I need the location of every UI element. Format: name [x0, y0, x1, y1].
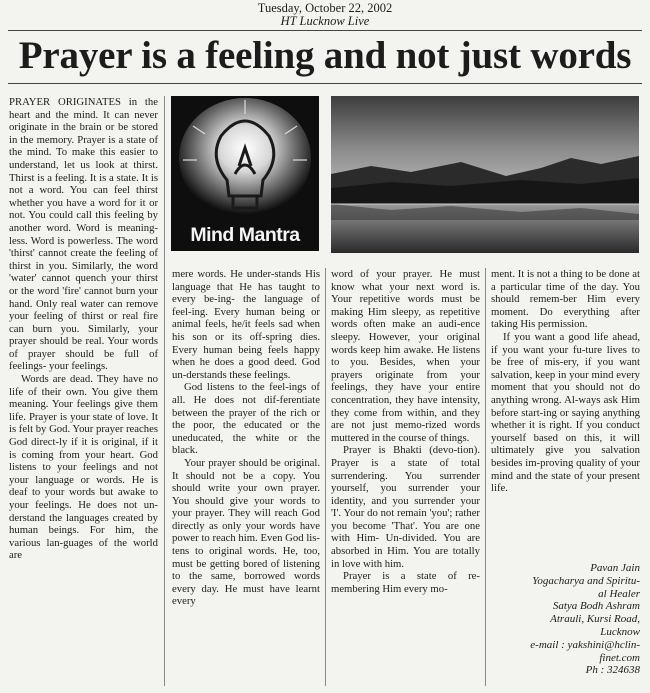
column-3-paragraph-1: word of your prayer. He must know what your next word is. Your repetitive words must be making Him sleepy, as repetitive words often make an audi-ence sleepy. However, your original words keep him awake. He listens to you. Besides, when your prayers originate from your feelings, they have your entire concentration, they have intensity, they come from within, and they are not just memo-rized words muttered in the course of things. — [331, 268, 480, 444]
column-divider — [325, 268, 326, 686]
column-4-paragraph-1: ment. It is not a thing to be done at a particular time of the day. You should remem-ber Him every moment. Do everything after taking His permission. — [491, 268, 641, 331]
author-email-cont: finet.com — [599, 651, 640, 664]
column-1-paragraph-1: PRAYER ORIGINATES in the heart and the mind. It can never originate in the brain or be stored in the memory. Prayer is a state of the mind. To make this easier to understand, let us look at thirst. Thirst is a feeling. It is a state. It is not a word. You can feel thirst whether you have a word for it or not. You could call this feeling by another word. Word is meaning-less. Word is powerless. The word 'thirst' cannot create the feeling of thirst in you. Similarly, the word 'water' cannot quench your thirst or the word 'fire' cannot burn your hand. Only real water can remove your feeling of thirst or real fire can burn you. Similarly, your prayer should be real. Your words of prayer should be full of feelings- your feelings. — [9, 96, 158, 373]
author-phone: Ph : 324638 — [585, 664, 640, 677]
column-4-paragraph-2: If you want a good life ahead, if you want your fu-ture lives to be free of mis-ery, if you want salvation, keep in your mind every moment that you should not do anything wrong. Al-ways ask Him before start-ing or saying anything whether it is right. If you conduct yourself based on this, it will ultimately give you salvation besides im-proving quality of your mind and the state of your present life. — [491, 330, 640, 495]
author-address-2: Atrauli, Kursi Road, — [550, 613, 640, 626]
column-2-paragraph-2: God listens to the feel-ings of all. He does not dif-ferentiate between the prayer of the rich or the poor, the educated or the uneducated, the white or the black. — [172, 381, 320, 457]
column-divider — [164, 96, 165, 686]
headline: Prayer is a feeling and not just words — [18, 34, 632, 77]
author-city: Lucknow — [600, 625, 640, 638]
column-3 — [331, 268, 480, 595]
author-email: e-mail : yakshini@hclin- — [530, 638, 640, 651]
author-name: Pavan Jain — [590, 562, 640, 574]
column-3-paragraph-3: Prayer is a state of re-membering Him every mo- — [331, 570, 480, 595]
mountain-lake-photo — [331, 96, 639, 253]
column-divider — [485, 268, 486, 686]
column-1 — [9, 96, 158, 562]
dateline: Tuesday, October 22, 2002 — [257, 1, 393, 15]
column-1-paragraph-2: Words are dead. They have no life of their own. You give them meaning. Your feelings give them life. Prayer is your state of love. It is felt by God. Your prayer reaches God direct-ly if it is original, if it is coming from your heart. God listens to your feelings and not your language or words. He is deaf to your words but awake to your feelings. He does not un-derstand the languages created by human beings. For him, the various lan-guages of the world are — [9, 373, 158, 562]
column-2-paragraph-1: mere words. He under-stands His language that He has taught to every be-ing- the language of feel-ing. Every human being or animal feels, he/it feels sad when his son or its off-spring dies. Every human being feels happy when he does a good deed. God un-derstands these feelings. — [172, 268, 320, 381]
author-title: Yogacharya and Spiritu- — [532, 574, 640, 587]
column-4 — [491, 268, 640, 495]
header-rule — [8, 30, 642, 31]
author-title-cont: al Healer — [598, 587, 640, 600]
column-2-paragraph-3: Your prayer should be original. It should not be a copy. You should write your own prayer. You should give your words to your prayer. They will reach God directly as only your words have power to reach him. Even God lis-tens to original words. He, too, must be getting bored of listening to the same, borrowed words every day. He must have learnt every — [172, 456, 320, 608]
column-3-paragraph-2: Prayer is Bhakti (devo-tion). Prayer is a state of total surrendering. You surrender yourself, you surrender your identity, and you surrender your 'I'. Your do not remain 'you'; rather you become 'That'. You are one with Him- Un-divided. You are absorbed in Him. You are totally in love with him. — [331, 444, 480, 570]
mountain-lake-icon — [331, 96, 639, 253]
image-caption: Mind Mantra — [190, 224, 300, 246]
author-address: Satya Bodh Ashram — [552, 600, 640, 613]
column-2 — [172, 268, 320, 608]
mind-mantra-image — [171, 96, 319, 251]
publication-name: HT Lucknow Live — [280, 14, 370, 28]
author-signature — [487, 562, 640, 677]
headline-rule — [8, 83, 642, 84]
